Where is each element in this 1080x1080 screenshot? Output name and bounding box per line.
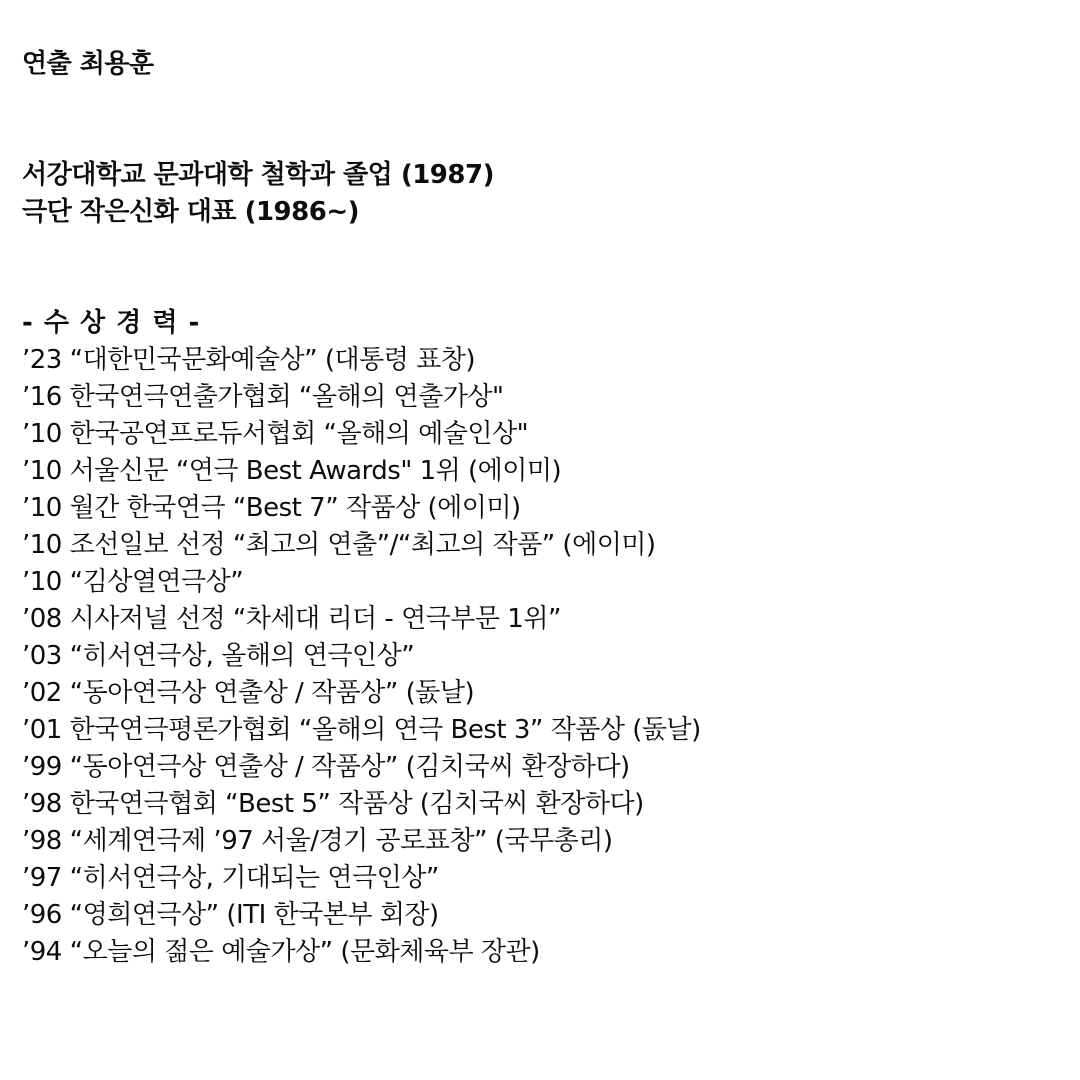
education-line: 서강대학교 문과대학 철학과 졸업 (1987) (22, 160, 494, 190)
troupe-line: 극단 작은신화 대표 (1986~) (22, 197, 359, 227)
award-item: ’02 “동아연극상 연출상 / 작품상” (돐날) (22, 678, 475, 708)
award-item: ’23 “대한민국문화예술상” (대통령 표창) (22, 345, 475, 375)
awards-section (22, 305, 1062, 971)
award-item: ’98 한국연극협회 “Best 5” 작품상 (김치국씨 환장하다) (22, 789, 644, 819)
award-item: ’10 한국공연프로듀서협회 “올해의 예술인상" (22, 419, 529, 449)
award-item: ’10 조선일보 선정 “최고의 연출”/“최고의 작품” (에이미) (22, 530, 656, 560)
award-item: ’03 “히서연극상, 올해의 연극인상” (22, 641, 415, 671)
award-item: ’01 한국연극평론가협회 “올해의 연극 Best 3” 작품상 (돐날) (22, 715, 701, 745)
award-item: ’97 “히서연극상, 기대되는 연극인상” (22, 863, 439, 893)
award-item: ’96 “영희연극상” (ITI 한국본부 회장) (22, 900, 439, 930)
education-section (22, 157, 1062, 231)
director-title: 연출 최용훈 (22, 49, 154, 79)
award-item: ’16 한국연극연출가협회 “올해의 연출가상" (22, 382, 504, 412)
award-item: ’10 월간 한국연극 “Best 7” 작품상 (에이미) (22, 493, 521, 523)
award-item: ’98 “세계연극제 ’97 서울/경기 공로표창” (국무총리) (22, 826, 613, 856)
award-item: ’10 서울신문 “연극 Best Awards" 1위 (에이미) (22, 456, 562, 486)
award-item: ’99 “동아연극상 연출상 / 작품상” (김치국씨 환장하다) (22, 752, 630, 782)
award-item: ’08 시사저널 선정 “차세대 리더 - 연극부문 1위” (22, 604, 561, 634)
award-item: ’10 “김상열연극상” (22, 567, 244, 597)
award-item: ’94 “오늘의 젊은 예술가상” (문화체육부 장관) (22, 937, 540, 967)
awards-heading: - 수 상 경 력 - (22, 308, 201, 338)
profile-document (22, 46, 1062, 971)
